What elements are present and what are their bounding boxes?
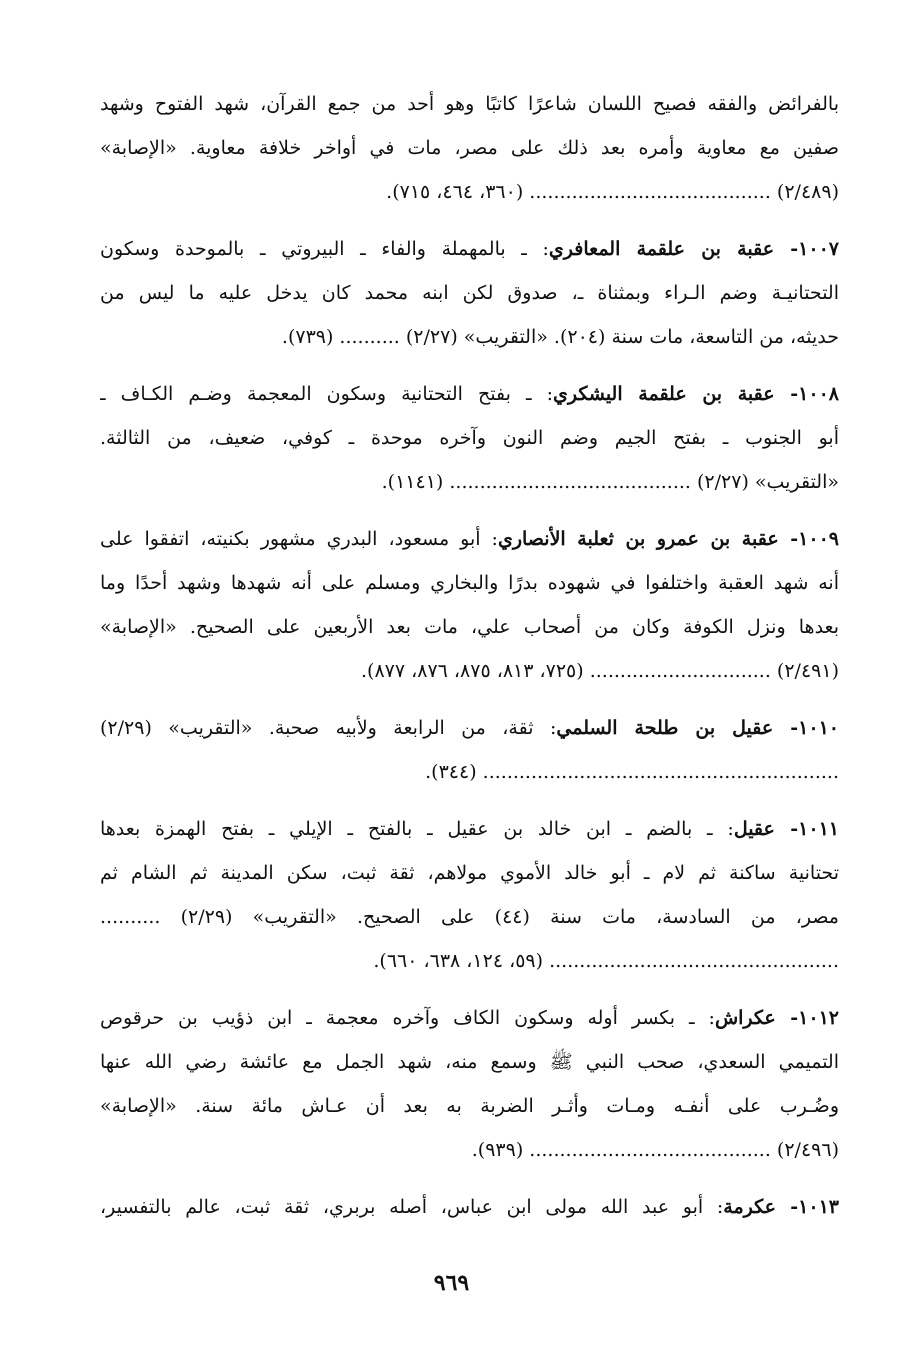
entry-text: : ـ بفتح التحتانية وسكون المعجمة وضـم الكـاف ـ xyxy=(100,383,554,405)
text-line xyxy=(100,372,839,416)
entry-text: : ـ بكسر أوله وسكون الكاف وآخره معجمة ـ ابن ذؤيب بن حرقوص xyxy=(100,1007,715,1029)
text-line: «التقريب» (٢/٢٧) ........................................ (١١٤١). xyxy=(381,471,839,493)
entry-heading: عكرمة xyxy=(723,1196,776,1218)
text-line: (٢/٤٩٦) ........................................ (٩٣٩). xyxy=(471,1139,839,1161)
text-line xyxy=(100,807,839,851)
text-line xyxy=(100,1185,839,1229)
text-line: التحتانيـة وضم الـراء وبمثناة ـ، صدوق لكن ابنه محمد كان يدخل عليه ما ليس من xyxy=(100,282,839,304)
entry-1008 xyxy=(100,372,839,504)
entry-continued xyxy=(100,82,839,214)
entry-number: ١٠١٢- xyxy=(775,1007,839,1029)
text-line xyxy=(100,996,839,1040)
entry-text: : ثقة، من الرابعة ولأبيه صحبة. «التقريب» (٢/٢٩) xyxy=(100,717,557,739)
text-line: التميمي السعدي، صحب النبي ﷺ وسمع منه، شهد الجمل مع عائشة رضي الله عنها xyxy=(100,1051,839,1073)
entry-text: : أبو مسعود، البدري مشهور بكنيته، اتفقوا على xyxy=(100,528,498,550)
entry-heading: عقبة بن علقمة المعافري xyxy=(548,238,775,260)
text-line: تحتانية ساكنة ثم لام ـ أبو خالد الأموي مولاهم، ثقة ثبت، سكن المدينة ثم الشام ثم xyxy=(100,862,839,884)
entry-text: : ـ بالمهملة والفاء ـ البيروتي ـ بالموحدة وسكون xyxy=(100,238,549,260)
text-line xyxy=(100,517,839,561)
entry-number: ١٠٠٨- xyxy=(774,383,839,405)
text-line: مصر، من السادسة، مات سنة (٤٤) على الصحيح. «التقريب» (٢/٢٩) .......... xyxy=(100,906,839,928)
entry-number: ١٠١٠- xyxy=(773,717,839,739)
text-line: بالفرائض والفقه فصيح اللسان شاعرًا كاتبًا وهو أحد من جمع القرآن، شهد الفتوح وشهد xyxy=(100,93,839,115)
text-line xyxy=(100,227,839,271)
page-number: ٩٦٩ xyxy=(433,1270,470,1296)
entry-number: ١٠٠٧- xyxy=(774,238,839,260)
entry-heading: عقيل xyxy=(733,818,775,840)
text-line: صفين مع معاوية وأمره بعد ذلك على مصر، مات في أواخر خلافة معاوية. «الإصابة» xyxy=(100,137,839,159)
entry-text: : ـ بالضم ـ ابن خالد بن عقيل ـ بالفتح ـ الإيلي ـ بفتح الهمزة بعدها xyxy=(100,818,734,840)
text-line: وضُـرب على أنفـه ومـات وأثـر الضربة به بعد أن عـاش مائة سنة. «الإصابة» xyxy=(100,1095,839,1117)
entry-1012 xyxy=(100,996,839,1172)
entry-1011 xyxy=(100,807,839,983)
entry-number: ١٠١٣- xyxy=(775,1196,839,1218)
entry-1007 xyxy=(100,227,839,359)
text-line: ........................................................... (٣٤٤). xyxy=(425,761,839,783)
text-line xyxy=(100,706,839,750)
text-line: حديثه، من التاسعة، مات سنة (٢٠٤). «التقريب» (٢/٢٧) .......... (٧٣٩). xyxy=(281,326,839,348)
entry-heading: عقيل بن طلحة السلمي xyxy=(556,717,774,739)
entry-number: ١٠١١- xyxy=(774,818,839,840)
text-line: (٢/٤٩١) .............................. (٧٢٥، ٨١٣، ٨٧٥، ٨٧٦، ٨٧٧). xyxy=(360,660,839,682)
text-line: ................................................ (٥٩، ١٢٤، ٦٣٨، ٦٦٠). xyxy=(373,950,839,972)
entry-number: ١٠٠٩- xyxy=(778,528,839,550)
text-line: (٢/٤٨٩) ........................................ (٣٦٠، ٤٦٤، ٧١٥). xyxy=(386,181,839,203)
entry-text: : أبو عبد الله مولى ابن عباس، أصله بربري، ثقة ثبت، عالم بالتفسير، xyxy=(100,1196,724,1218)
entry-1010 xyxy=(100,706,839,794)
entry-heading: عقبة بن علقمة اليشكري xyxy=(553,383,775,405)
text-line: أنه شهد العقبة واختلفوا في شهوده بدرًا والبخاري ومسلم على أنه شهدها وشهد أحدًا وما xyxy=(100,572,839,594)
entry-1009 xyxy=(100,517,839,693)
entry-heading: عقبة بن عمرو بن ثعلبة الأنصاري xyxy=(497,528,779,550)
text-line: بعدها ونزل الكوفة وكان من أصحاب علي، مات بعد الأربعين على الصحيح. «الإصابة» xyxy=(100,616,839,638)
entry-heading: عكراش xyxy=(714,1007,776,1029)
text-line: أبو الجنوب ـ بفتح الجيم وضم النون وآخره موحدة ـ كوفي، ضعيف، من الثالثة. xyxy=(100,427,839,449)
entry-1013 xyxy=(100,1185,839,1229)
